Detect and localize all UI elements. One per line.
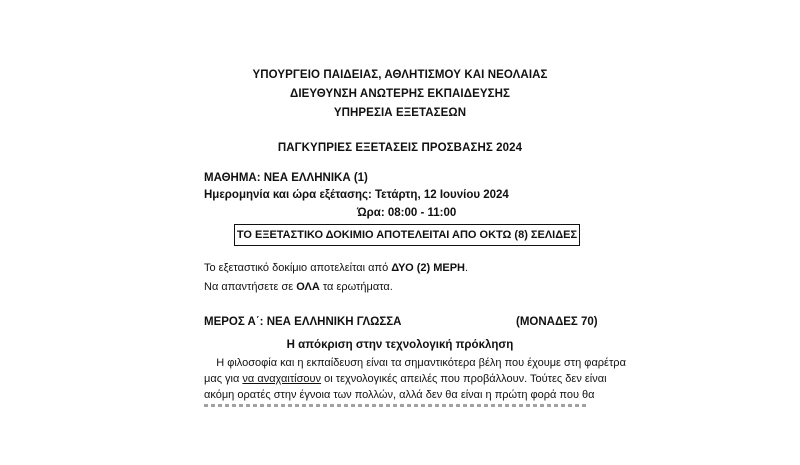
cut-off-text-strip bbox=[204, 404, 588, 407]
answer-instruction bbox=[204, 281, 393, 293]
cut-off-text-line bbox=[204, 404, 588, 409]
article-line-3: ακόμη ορατές στην έγνοια των πολλών, αλλά δεν θα είναι η πρώτη φορά που θα bbox=[204, 389, 595, 401]
pages-notice-text: ΤΟ ΕΞΕΤΑΣΤΙΚΟ ΔΟΚΙΜΙΟ ΑΠΟΤΕΛΕΙΤΑΙ ΑΠΟ ΟΚΤΩ (8) ΣΕΛΙΔΕΣ bbox=[236, 229, 578, 241]
parts-prefix: Το εξεταστικό δοκίμιο αποτελείται από bbox=[204, 262, 392, 274]
article-line-2-prefix: μας για bbox=[204, 373, 243, 385]
exams-title: ΠΑΓΚΥΠΡΙΕΣ ΕΞΕΤΑΣΕΙΣ ΠΡΟΣΒΑΣΗΣ 2024 bbox=[277, 142, 523, 154]
answer-all: ΟΛΑ bbox=[296, 281, 320, 293]
pages-notice-box bbox=[234, 224, 580, 246]
section-title: ΜΕΡΟΣ Α΄: ΝΕΑ ΕΛΛΗΝΙΚΗ ΓΛΩΣΣΑ bbox=[204, 316, 402, 328]
section-marks: (ΜΟΝΑΔΕΣ 70) bbox=[516, 316, 598, 328]
answer-prefix: Να απαντήσετε σε bbox=[204, 281, 297, 293]
parts-count: ΔΥΟ (2) ΜΕΡΗ bbox=[391, 262, 465, 274]
parts-instruction bbox=[204, 262, 468, 274]
article-title: Η απόκριση στην τεχνολογική πρόκληση bbox=[286, 339, 514, 351]
exam-time: Ώρα: 08:00 - 11:00 bbox=[357, 207, 457, 219]
article-line-1-text: Η φιλοσοφία και η εκπαίδευση είναι τα σημαντικότερα βέλη που έχουμε στη φαρέτρα bbox=[216, 357, 626, 369]
ministry-heading: ΥΠΟΥΡΓΕΙΟ ΠΑΙΔΕΙΑΣ, ΑΘΛΗΤΙΣΜΟΥ ΚΑΙ ΝΕΟΛΑΙΑΣ bbox=[252, 69, 548, 81]
article-line-2-suffix: οι τεχνολογικές απειλές που προβάλλουν. Τούτες δεν είναι bbox=[321, 373, 607, 385]
article-line-2 bbox=[204, 373, 607, 385]
answer-suffix: τα ερωτήματα. bbox=[319, 281, 393, 293]
service-heading: ΥΠΗΡΕΣΙΑ ΕΞΕΤΑΣΕΩΝ bbox=[333, 107, 467, 119]
directorate-heading: ΔΙΕΥΘΥΝΣΗ ΑΝΩΤΕΡΗΣ ΕΚΠΑΙΔΕΥΣΗΣ bbox=[289, 88, 511, 100]
article-line-1 bbox=[204, 357, 626, 369]
parts-suffix: . bbox=[464, 262, 469, 274]
article-line-2-underlined: να αναχαιτίσουν bbox=[242, 373, 322, 385]
exam-datetime: Ημερομηνία και ώρα εξέτασης: Τετάρτη, 12 Ιουνίου 2024 bbox=[204, 189, 509, 201]
subject-line: ΜΑΘΗΜΑ: ΝΕΑ ΕΛΛΗΝΙΚΑ (1) bbox=[204, 172, 368, 184]
